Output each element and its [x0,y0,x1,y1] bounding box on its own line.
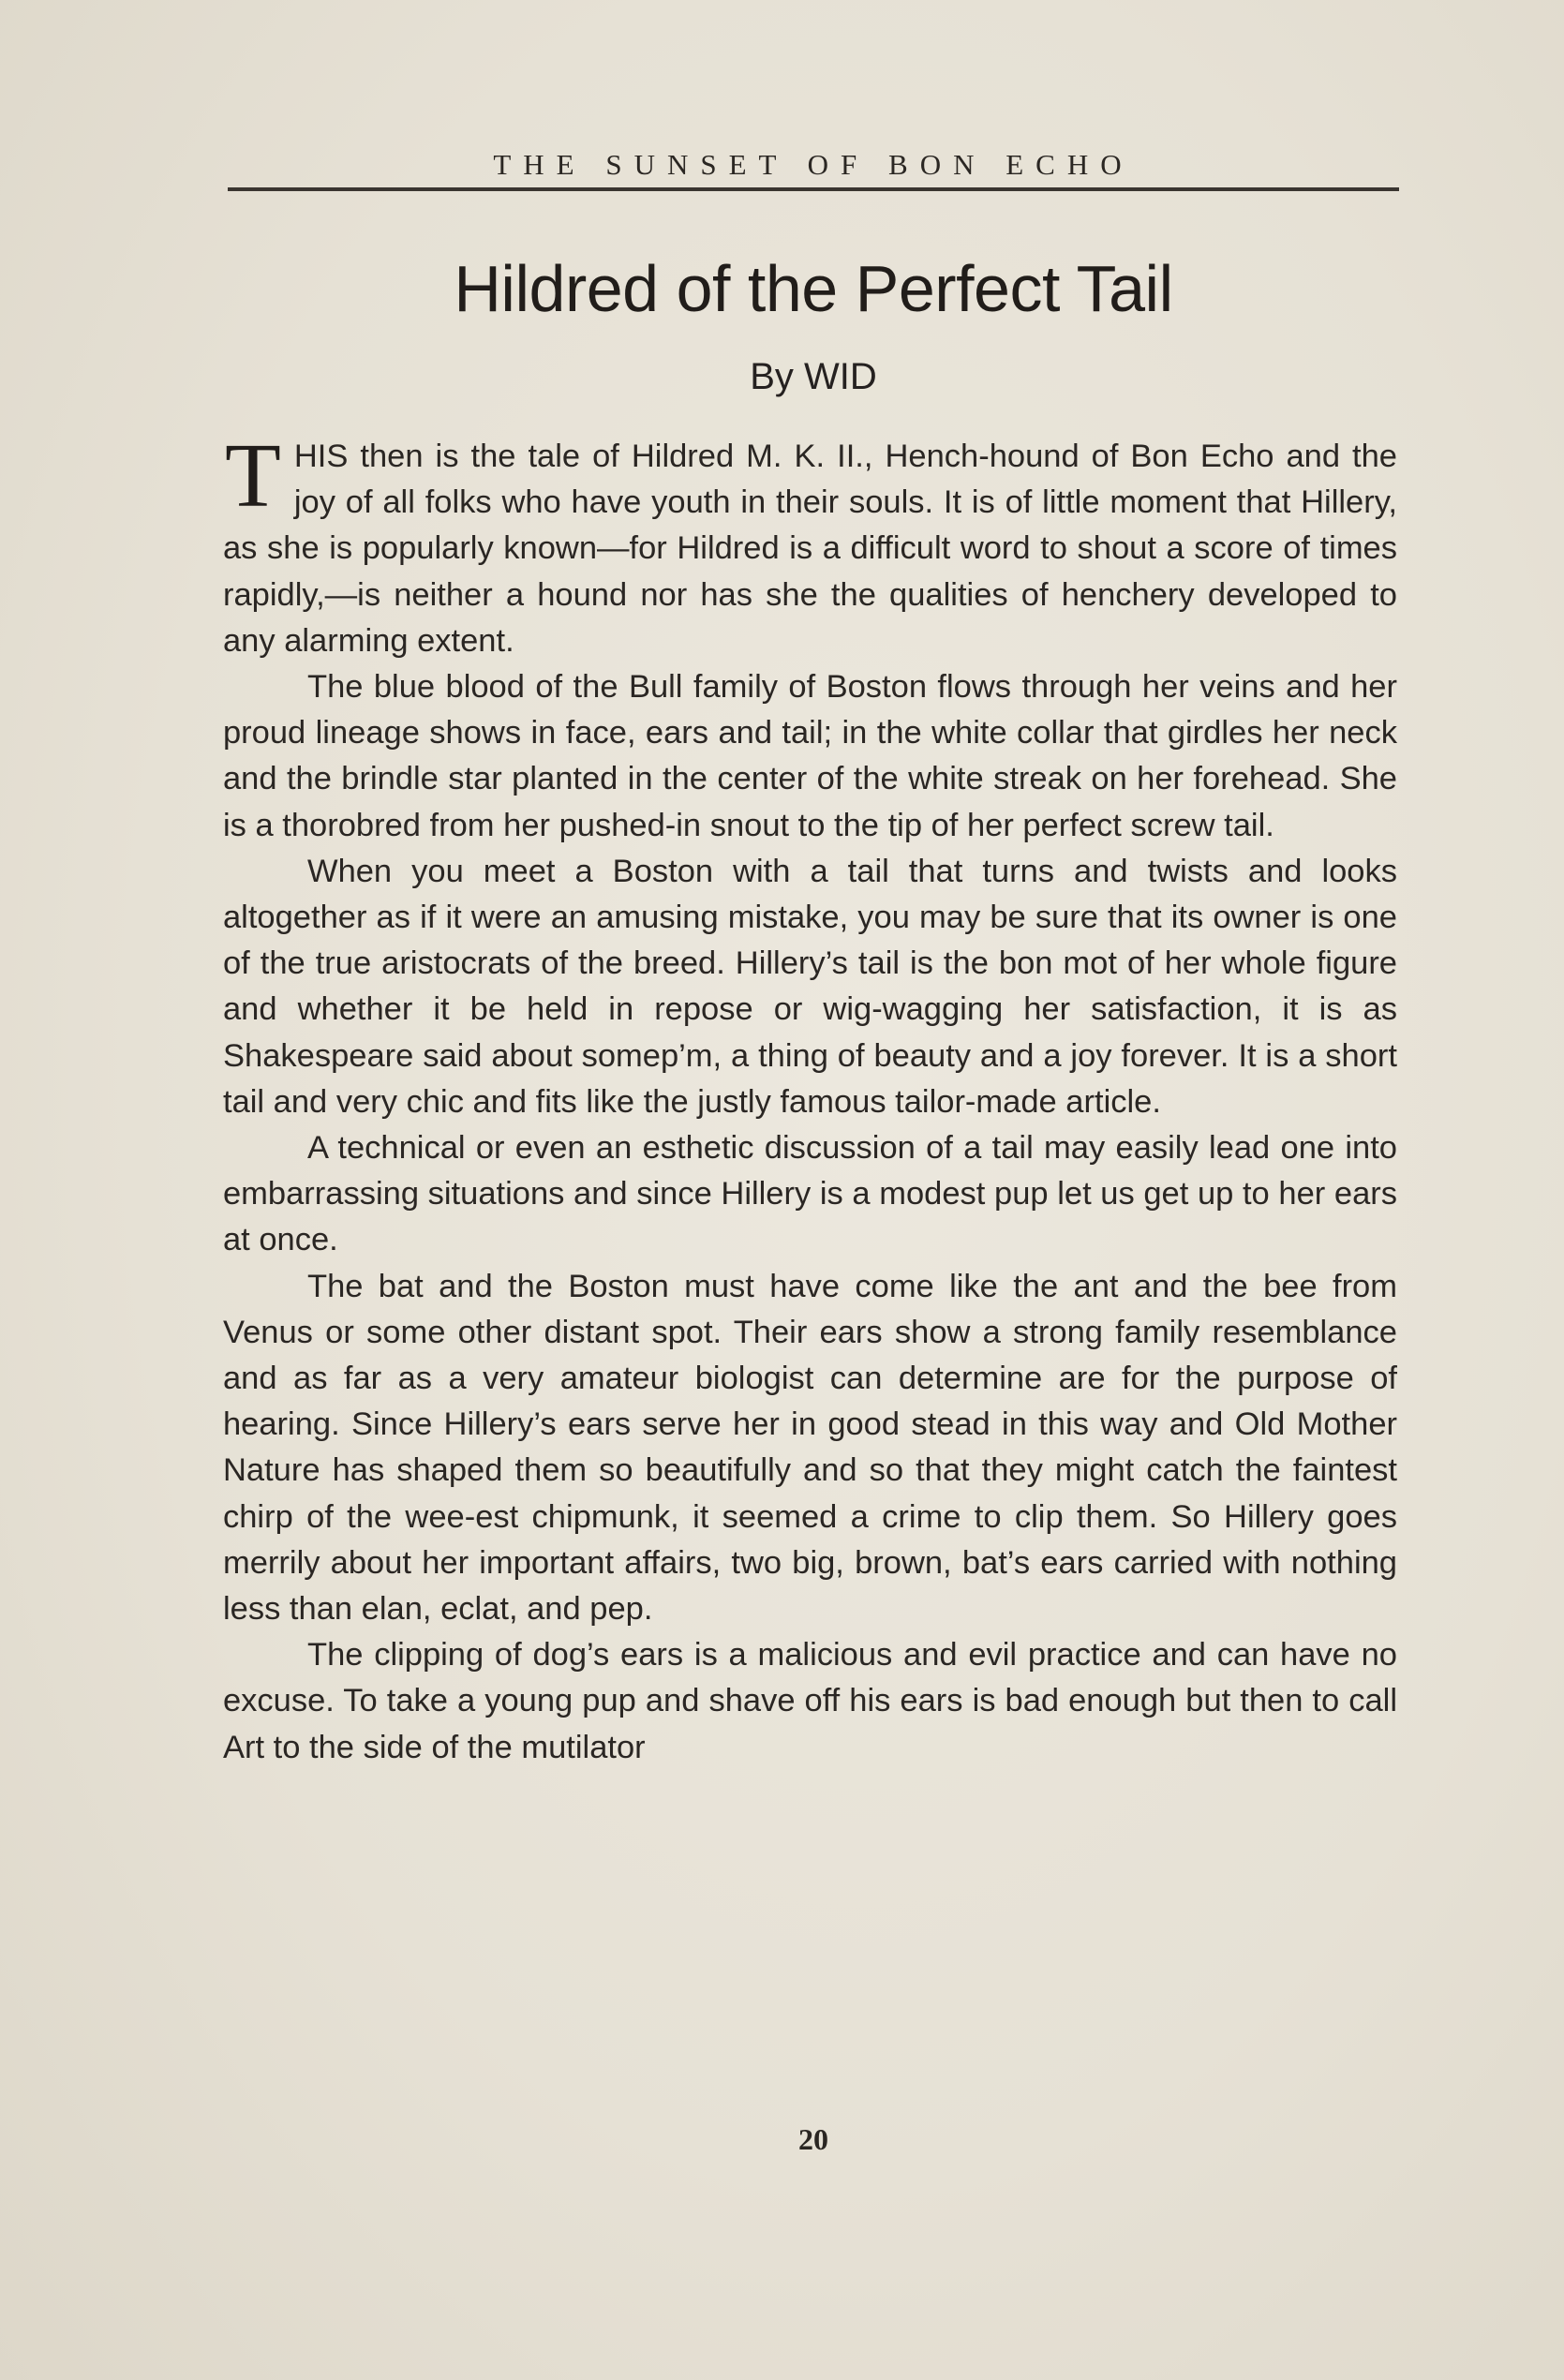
drop-cap: T [225,425,281,527]
paragraph: The blue blood of the Bull family of Boston flows through her veins and her proud lineage shows in face, ears and tail; in the white collar that girdles her neck and the brindle star planted in the center of the white streak on her forehead. She is a thorobred from her pushed-in snout to the tip of her perfect screw tail. [223,669,1397,843]
article-body [223,425,1397,1771]
header-rule [228,187,1399,191]
paragraph: When you meet a Boston with a tail that turns and twists and looks altogether as if it were an amusing mistake, you may be sure that its owner is one of the true aristocrats of the breed. Hillery’s tail is the bon mot of her whole figure and whether it be held in repose or wig-wagging her satisfaction, it is as Shakespeare said about somep’m, a thing of beauty and a joy forever. It is a short tail and very chic and fits like the justly famous tailor-made article. [223,853,1397,1120]
paragraph: The clipping of dog’s ears is a malicious and evil practice and can have no excuse. To take a young pup and shave off his ears is bad enough but then to call Art to the side of the mutilator [223,1637,1397,1765]
running-head: THE SUNSET OF BON ECHO [493,148,1134,181]
paragraph-text: HIS then is the tale of Hildred M. K. II., Hench-hound of Bon Echo and the joy of all folks who have youth in their souls. It is of little moment that Hillery, as she is popularly known—for Hildred is a difficult word to shout a score of times rapidly,—is neither a hound nor has she the qualities of henchery developed to any alarming extent. [223,439,1397,659]
page-number: 20 [798,2122,828,2156]
paragraph: A technical or even an esthetic discussion of a tail may easily lead one into embarrassing situations and since Hillery is a modest pup let us get up to her ears at once. [223,1130,1397,1258]
article-title: Hildred of the Perfect Tail [454,252,1173,325]
byline: By WID [750,356,877,397]
paragraph: The bat and the Boston must have come like the ant and the bee from Venus or some other distant spot. Their ears show a strong family resemblance and as far as a very amateur biologist can determine are for the purpose of hearing. Since Hillery’s ears serve her in good stead in this way and Old Mother Nature has shaped them so beautifully and so that they might catch the faintest chirp of the wee-est chipmunk, it seemed a crime to clip them. So Hillery goes merrily about her important affairs, two big, brown, bat’s ears carried with nothing less than elan, eclat, and pep. [223,1268,1397,1628]
paragraph [223,425,1397,664]
